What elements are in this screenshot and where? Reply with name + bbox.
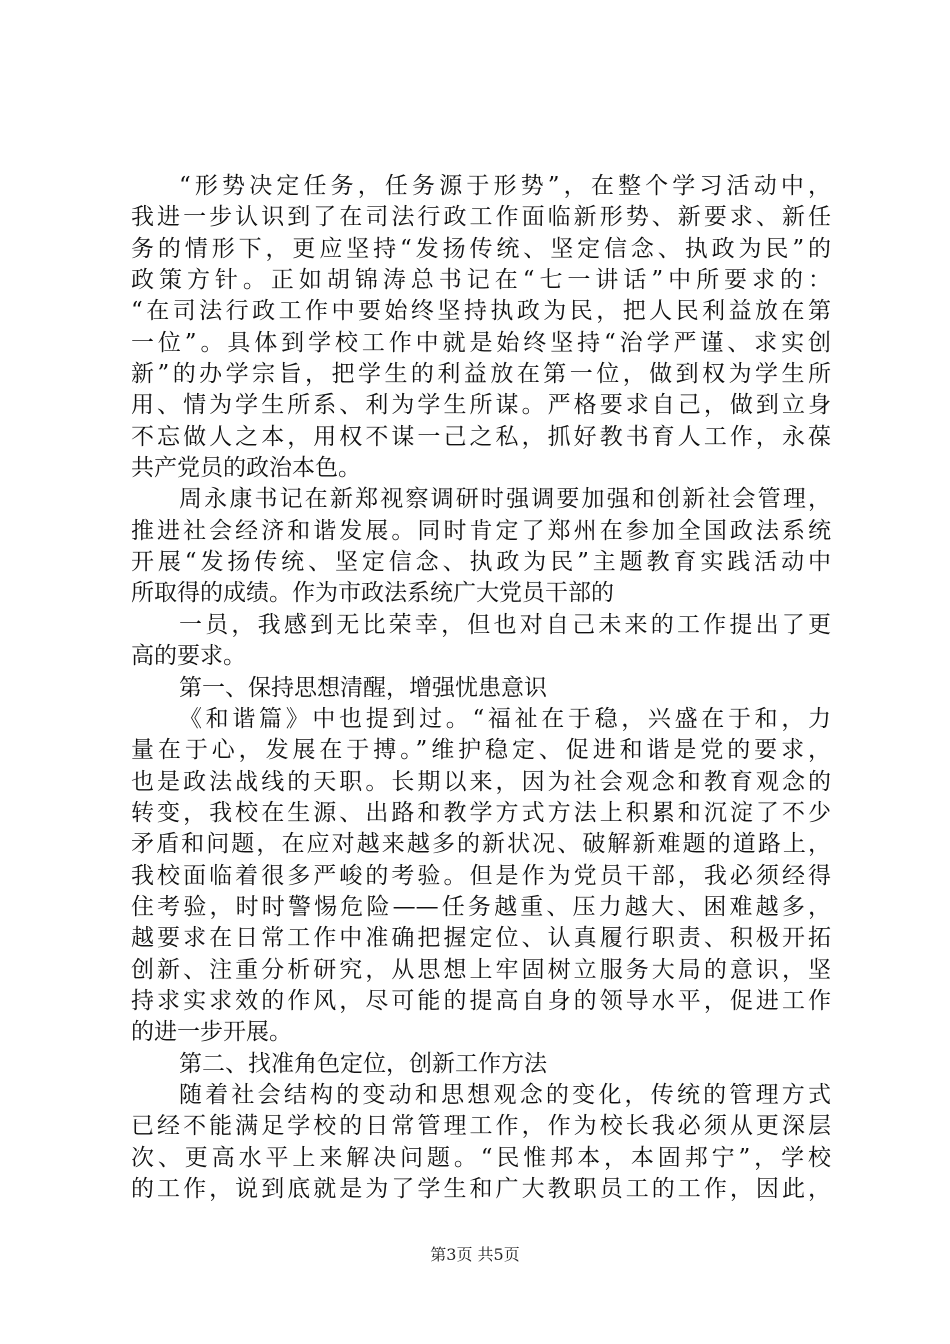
text-line: 务的情形下，更应坚持“发扬传统、坚定信念、执政为民”的 (131, 235, 831, 262)
text-line: “在司法行政工作中要始终坚持执政为民，把人民利益放在第 (131, 298, 831, 325)
text-line: 政策方针。正如胡锦涛总书记在“七一讲话”中所要求的： (131, 267, 831, 294)
text-line: 越要求在日常工作中准确把握定位、认真履行职责、积极开拓 (131, 925, 831, 952)
text-line: 量在于心，发展在于搏。”维护稳定、促进和谐是党的要求， (131, 737, 831, 764)
text-line: 不忘做人之本，用权不谋一己之私，抓好教书育人工作，永葆 (131, 423, 831, 450)
text-line: 共产党员的政治本色。 (131, 455, 361, 482)
text-line: 已经不能满足学校的日常管理工作，作为校长我必须从更深层 (131, 1113, 831, 1140)
text-line: 次、更高水平上来解决问题。“民惟邦本，本固邦宁”，学校 (131, 1144, 831, 1171)
text-line: 周永康书记在新郑视察调研时强调要加强和创新社会管理， (179, 486, 831, 513)
text-line: 创新、注重分析研究，从思想上牢固树立服务大局的意识，坚 (131, 956, 831, 983)
text-line: 推进社会经济和谐发展。同时肯定了郑州在参加全国政法系统 (131, 517, 831, 544)
text-line: 一员，我感到无比荣幸，但也对自己未来的工作提出了更 (179, 611, 831, 638)
text-line: 开展“发扬传统、坚定信念、执政为民”主题教育实践活动中 (131, 549, 831, 576)
text-line: 也是政法战线的天职。长期以来，因为社会观念和教育观念的 (131, 768, 831, 795)
text-line: 矛盾和问题，在应对越来越多的新状况、破解新难题的道路上， (131, 831, 831, 858)
document-body (131, 171, 831, 1205)
text-line: 我校面临着很多严峻的考验。但是作为党员干部，我必须经得 (131, 862, 831, 889)
text-line: 一位”。具体到学校工作中就是始终坚持“治学严谨、求实创 (131, 329, 831, 356)
text-line: 我进一步认识到了在司法行政工作面临新形势、新要求、新任 (131, 204, 831, 231)
text-line: 用、情为学生所系、利为学生所谋。严格要求自己，做到立身 (131, 392, 831, 419)
text-line: 第二、找准角色定位，创新工作方法 (179, 1050, 547, 1077)
text-line: 《和谐篇》中也提到过。“福祉在于稳，兴盛在于和，力 (179, 705, 831, 732)
text-line: 持求实求效的作风，尽可能的提高自身的领导水平，促进工作 (131, 987, 831, 1014)
text-line: 住考验，时时警惕危险——任务越重、压力越大、困难越多， (131, 893, 831, 920)
text-line: 新”的办学宗旨，把学生的利益放在第一位，做到权为学生所 (131, 361, 831, 388)
text-line: 第一、保持思想清醒，增强忧患意识 (179, 674, 547, 701)
text-line: 随着社会结构的变动和思想观念的变化，传统的管理方式 (179, 1081, 831, 1108)
text-line: “形势决定任务，任务源于形势”，在整个学习活动中， (179, 173, 831, 199)
text-line: 的工作，说到底就是为了学生和广大教职员工的工作，因此， (131, 1176, 831, 1202)
page-footer: 第3页 共5页 (430, 1245, 520, 1264)
text-line: 所取得的成绩。作为市政法系统广大党员干部的 (131, 580, 614, 607)
text-line: 的进一步开展。 (131, 1019, 292, 1046)
text-line: 转变，我校在生源、出路和教学方式方法上积累和沉淀了不少 (131, 799, 831, 826)
text-line: 高的要求。 (131, 643, 246, 670)
